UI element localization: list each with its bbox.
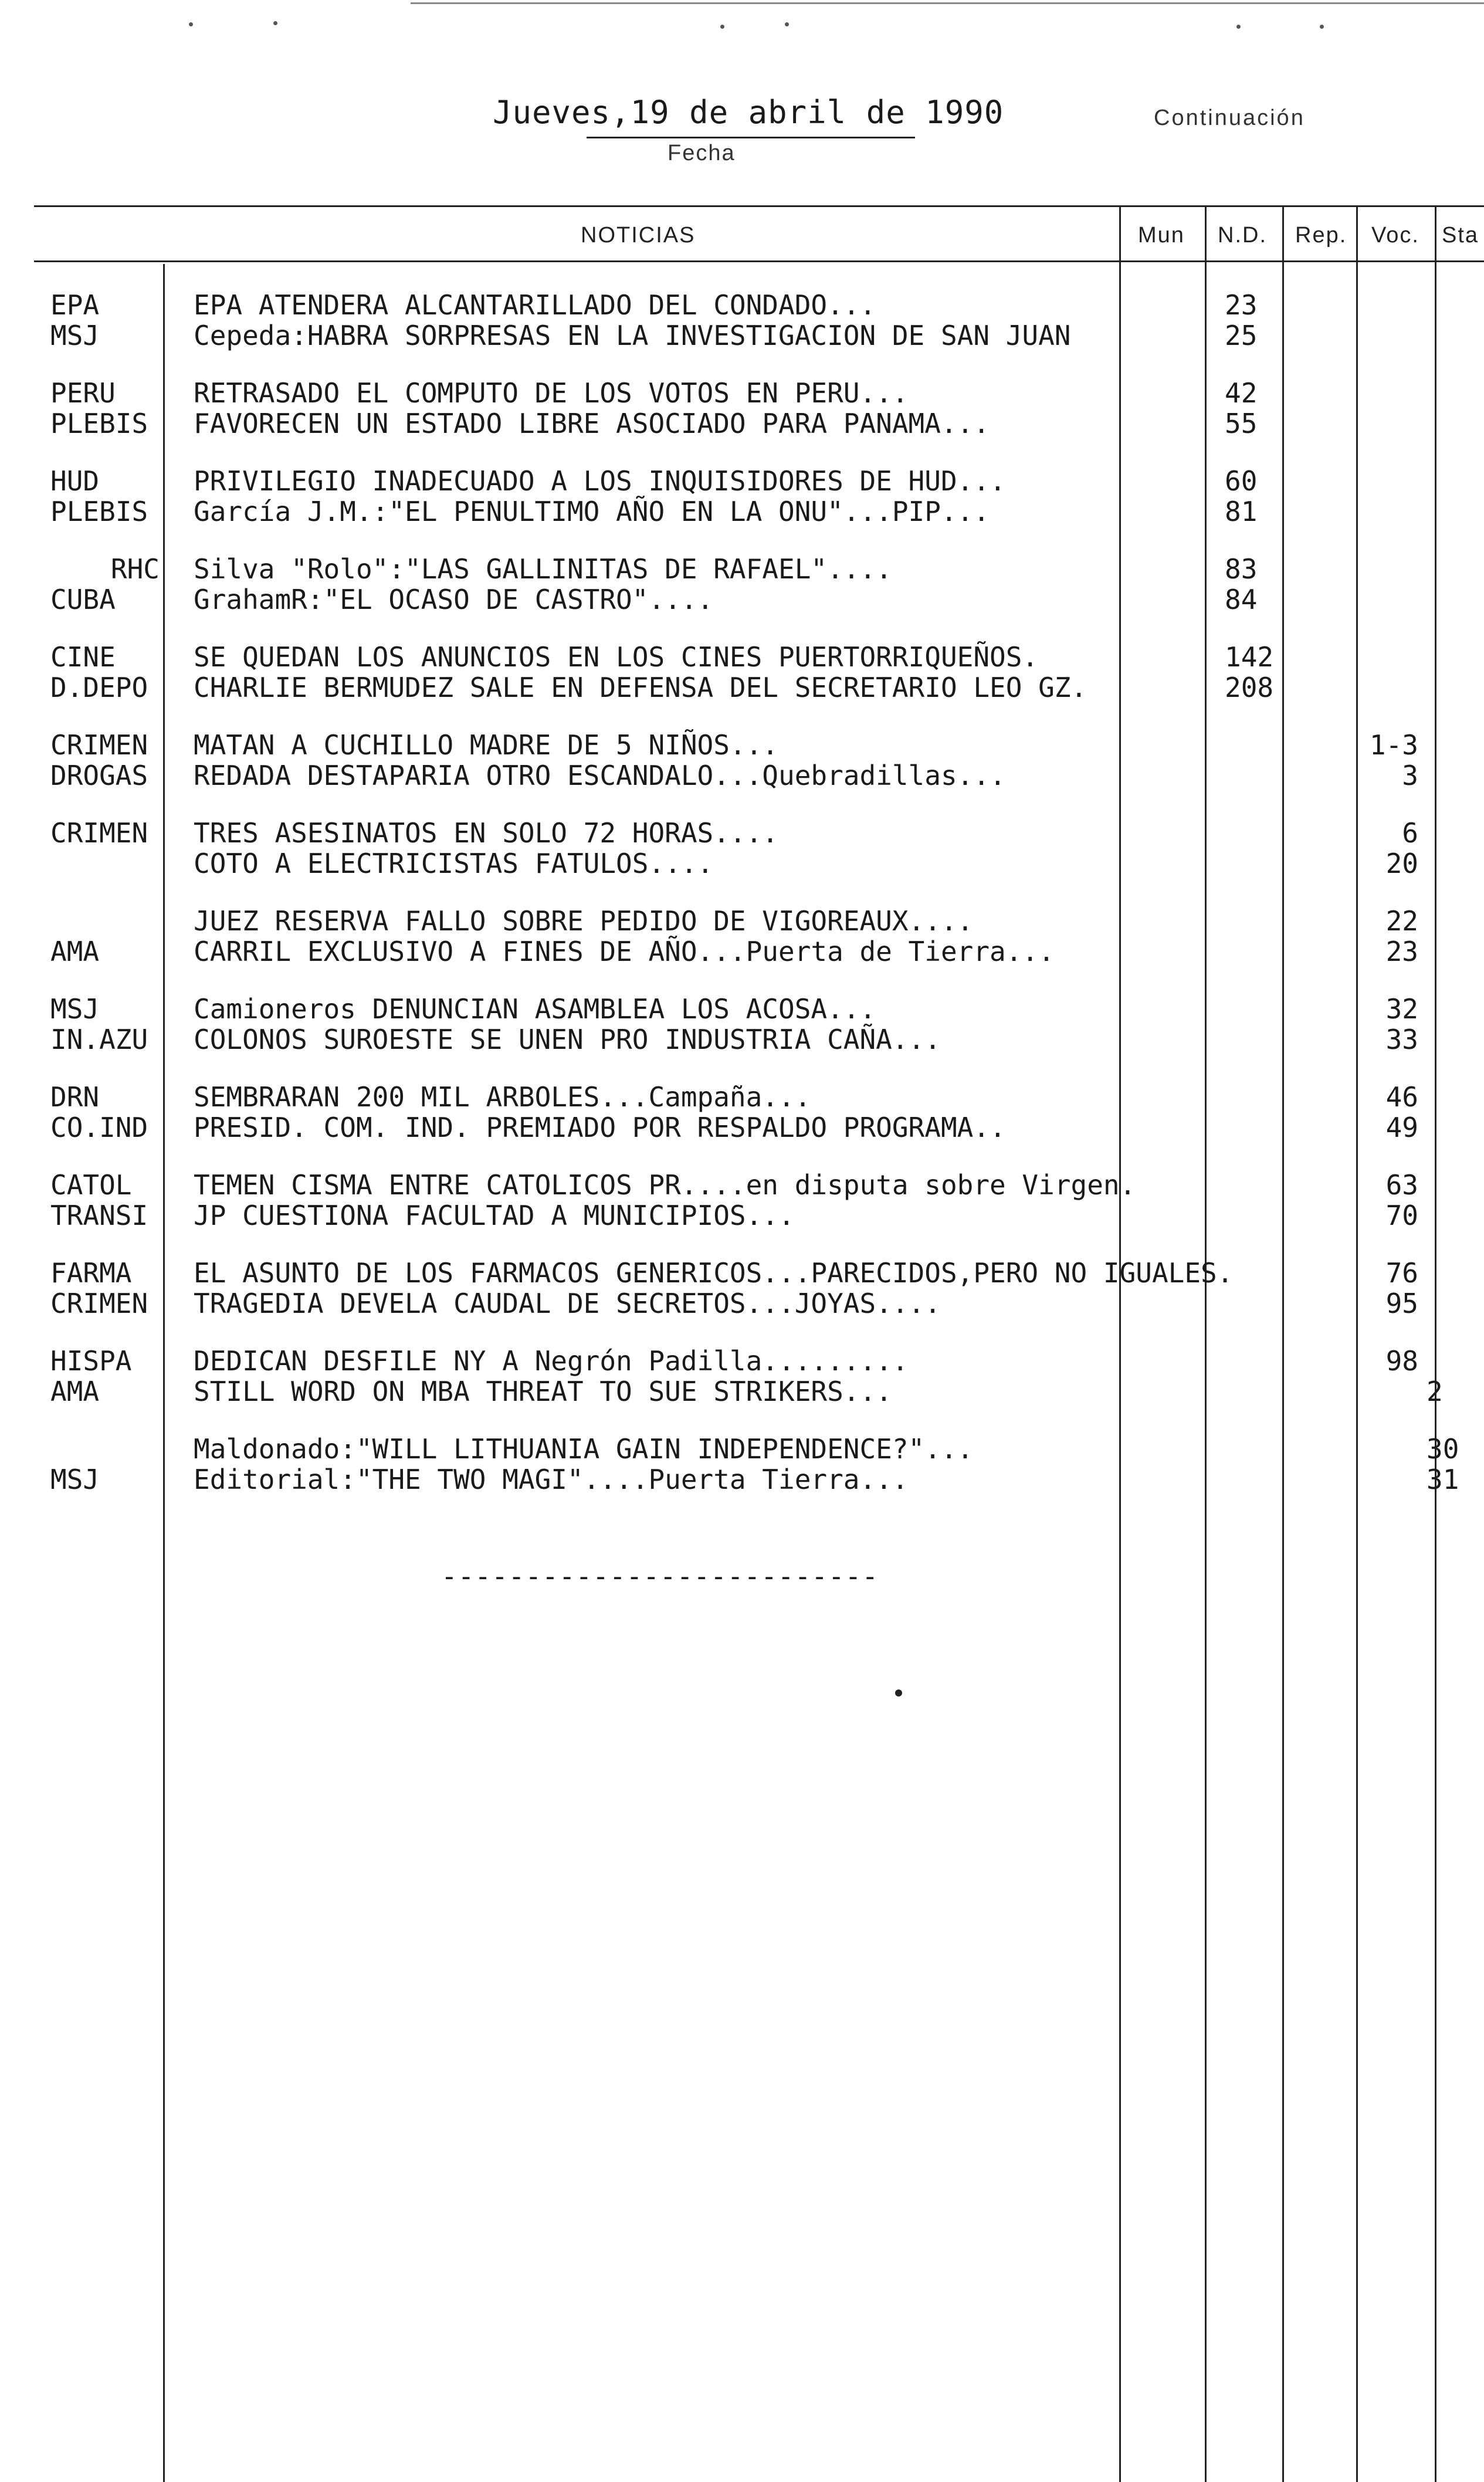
row-headline: Silva "Rolo":"LAS GALLINITAS DE RAFAEL".... <box>194 553 892 585</box>
row-headline: García J.M.:"EL PENULTIMO AÑO EN LA ONU"...PIP... <box>194 496 990 527</box>
row-headline: Editorial:"THE TWO MAGI"....Puerta Tierra... <box>194 1464 909 1495</box>
row-section: HISPA <box>50 1345 132 1377</box>
speck <box>720 25 724 29</box>
rep-column-divider <box>1282 205 1284 2482</box>
column-header-sta: Sta <box>1442 223 1479 248</box>
row-headline: PRESID. COM. IND. PREMIADO POR RESPALDO PROGRAMA.. <box>194 1112 1006 1143</box>
row-section: HUD <box>50 465 100 497</box>
voc-column-divider <box>1356 205 1358 2482</box>
row-voc-page: 63 <box>1385 1169 1418 1201</box>
row-headline: JP CUESTIONA FACULTAD A MUNICIPIOS... <box>194 1200 795 1231</box>
row-section: DROGAS <box>50 760 148 791</box>
row-nd-page: 42 <box>1225 377 1258 409</box>
row-voc-page: 70 <box>1385 1200 1418 1231</box>
row-voc-page: 95 <box>1385 1288 1418 1319</box>
row-headline: SEMBRARAN 200 MIL ARBOLES...Campaña... <box>194 1081 811 1113</box>
row-headline: STILL WORD ON MBA THREAT TO SUE STRIKERS... <box>194 1376 892 1407</box>
date-underline <box>587 137 915 138</box>
speck <box>1320 25 1324 29</box>
row-nd-page: 84 <box>1225 584 1258 615</box>
row-voc-page: 6 <box>1402 817 1418 849</box>
row-section: PERU <box>50 377 116 409</box>
column-header-mun: Mun <box>1138 223 1185 248</box>
row-section: PLEBIS <box>50 496 148 527</box>
row-section: PLEBIS <box>50 408 148 439</box>
row-headline: JUEZ RESERVA FALLO SOBRE PEDIDO DE VIGOREAUX.... <box>194 905 974 937</box>
date-label: Fecha <box>668 141 736 165</box>
top-edge-rule <box>411 2 1484 4</box>
continuation-label: Continuación <box>1154 106 1305 130</box>
row-section: D.DEPO <box>50 672 148 703</box>
row-section: RHC <box>110 553 160 585</box>
row-headline: FAVORECEN UN ESTADO LIBRE ASOCIADO PARA PANAMA... <box>194 408 990 439</box>
row-section: DRN <box>50 1081 100 1113</box>
row-voc-page: 22 <box>1385 905 1418 937</box>
table-header-rule <box>34 260 1484 262</box>
row-headline: Camioneros DENUNCIAN ASAMBLEA LOS ACOSA... <box>194 993 876 1025</box>
row-headline: COTO A ELECTRICISTAS FATULOS.... <box>194 848 714 879</box>
row-sta-page: 30 <box>1427 1433 1459 1465</box>
row-section: MSJ <box>50 320 100 351</box>
mun-column-divider <box>1119 205 1121 2482</box>
row-voc-page: 46 <box>1385 1081 1418 1113</box>
row-headline: RETRASADO EL COMPUTO DE LOS VOTOS EN PERU... <box>194 377 909 409</box>
row-nd-page: 23 <box>1225 289 1258 321</box>
speck <box>189 22 193 26</box>
row-voc-page: 23 <box>1385 936 1418 967</box>
row-headline: EPA ATENDERA ALCANTARILLADO DEL CONDADO... <box>194 289 876 321</box>
row-headline: GrahamR:"EL OCASO DE CASTRO".... <box>194 584 714 615</box>
row-section: CUBA <box>50 584 116 615</box>
row-sta-page: 2 <box>1427 1376 1443 1407</box>
row-headline: TEMEN CISMA ENTRE CATOLICOS PR....en disputa sobre Virgen. <box>194 1169 1136 1201</box>
row-voc-page: 98 <box>1385 1345 1418 1377</box>
end-of-list-dashes: -------------------------- <box>441 1560 879 1592</box>
row-section: AMA <box>50 1376 100 1407</box>
row-nd-page: 208 <box>1225 672 1274 703</box>
speck <box>785 22 789 26</box>
row-voc-page: 49 <box>1385 1112 1418 1143</box>
table-top-rule <box>34 205 1484 207</box>
row-nd-page: 55 <box>1225 408 1258 439</box>
row-section: CINE <box>50 641 116 673</box>
row-section: EPA <box>50 289 100 321</box>
row-section: IN.AZU <box>50 1024 148 1055</box>
row-voc-page: 33 <box>1385 1024 1418 1055</box>
ink-dot <box>895 1689 902 1697</box>
report-date: Jueves,19 de abril de 1990 <box>493 94 1004 131</box>
row-section: FARMA <box>50 1257 132 1289</box>
row-headline: DEDICAN DESFILE NY A Negrón Padilla......... <box>194 1345 909 1377</box>
row-section: MSJ <box>50 993 100 1025</box>
row-nd-page: 81 <box>1225 496 1258 527</box>
row-section: TRANSI <box>50 1200 148 1231</box>
row-headline: SE QUEDAN LOS ANUNCIOS EN LOS CINES PUERTORRIQUEÑOS. <box>194 641 1039 673</box>
row-section: CRIMEN <box>50 1288 148 1319</box>
row-voc-page: 1-3 <box>1369 729 1418 761</box>
row-headline: PRIVILEGIO INADECUADO A LOS INQUISIDORES DE HUD... <box>194 465 1006 497</box>
row-headline: TRAGEDIA DEVELA CAUDAL DE SECRETOS...JOYAS.... <box>194 1288 941 1319</box>
row-headline: EL ASUNTO DE LOS FARMACOS GENERICOS...PARECIDOS,PERO NO IGUALES. <box>194 1257 1234 1289</box>
row-nd-page: 60 <box>1225 465 1258 497</box>
column-header-rep: Rep. <box>1295 223 1347 248</box>
nd-column-divider <box>1205 205 1207 2482</box>
section-column-divider <box>163 264 165 2482</box>
row-headline: CHARLIE BERMUDEZ SALE EN DEFENSA DEL SECRETARIO LEO GZ. <box>194 672 1087 703</box>
row-voc-page: 32 <box>1385 993 1418 1025</box>
row-voc-page: 3 <box>1402 760 1418 791</box>
column-header-voc: Voc. <box>1371 223 1419 248</box>
row-headline: TRES ASESINATOS EN SOLO 72 HORAS.... <box>194 817 778 849</box>
row-headline: Cepeda:HABRA SORPRESAS EN LA INVESTIGACION DE SAN JUAN <box>194 320 1071 351</box>
row-section: CATOL <box>50 1169 132 1201</box>
row-headline: COLONOS SUROESTE SE UNEN PRO INDUSTRIA CAÑA... <box>194 1024 941 1055</box>
row-nd-page: 25 <box>1225 320 1258 351</box>
row-section: CO.IND <box>50 1112 148 1143</box>
row-sta-page: 31 <box>1427 1464 1459 1495</box>
column-header-nd: N.D. <box>1218 223 1267 248</box>
row-voc-page: 20 <box>1385 848 1418 879</box>
row-nd-page: 142 <box>1225 641 1274 673</box>
row-section: CRIMEN <box>50 817 148 849</box>
row-section: AMA <box>50 936 100 967</box>
column-header-noticias: NOTICIAS <box>581 223 696 248</box>
row-voc-page: 76 <box>1385 1257 1418 1289</box>
row-nd-page: 83 <box>1225 553 1258 585</box>
row-section: CRIMEN <box>50 729 148 761</box>
row-section: MSJ <box>50 1464 100 1495</box>
speck <box>273 21 277 25</box>
speck <box>1236 25 1241 29</box>
row-headline: REDADA DESTAPARIA OTRO ESCANDALO...Quebradillas... <box>194 760 1006 791</box>
row-headline: MATAN A CUCHILLO MADRE DE 5 NIÑOS... <box>194 729 778 761</box>
row-headline: Maldonado:"WILL LITHUANIA GAIN INDEPENDENCE?"... <box>194 1433 974 1465</box>
row-headline: CARRIL EXCLUSIVO A FINES DE AÑO...Puerta de Tierra... <box>194 936 1055 967</box>
sta-column-divider <box>1435 205 1436 2482</box>
